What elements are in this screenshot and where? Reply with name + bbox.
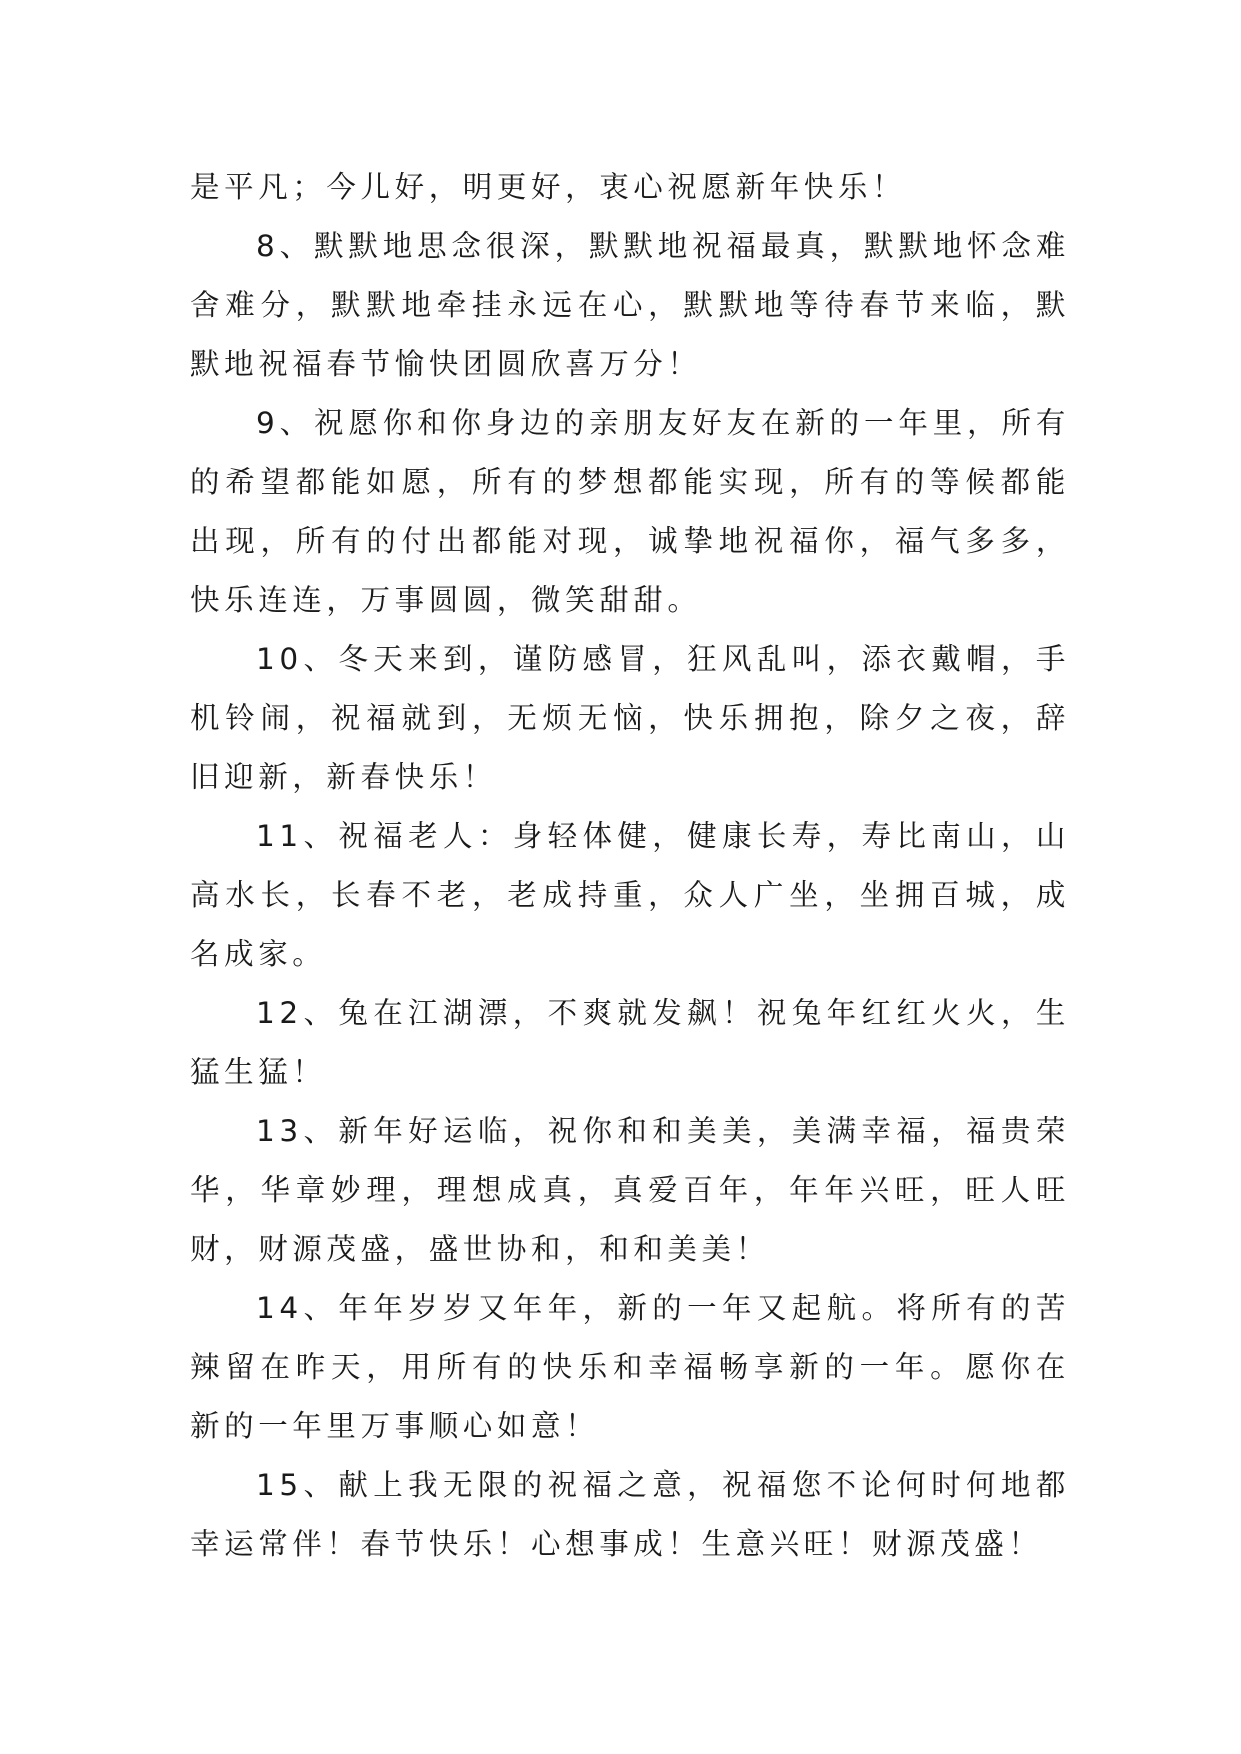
paragraph-10: 10、冬天来到，谨防感冒，狂风乱叫，添衣戴帽，手机铃闹，祝福就到，无烦无恼，快乐拥抱，除夕之夜，辞旧迎新，新春快乐！ <box>190 642 1070 794</box>
paragraph-15: 15、献上我无限的祝福之意，祝福您不论何时何地都幸运常伴！春节快乐！心想事成！生意兴旺！财源茂盛！ <box>190 1468 1070 1561</box>
paragraph-8: 8、默默地思念很深，默默地祝福最真，默默地怀念难舍难分，默默地牵挂永远在心，默默地等待春节来临，默默地祝福春节愉快团圆欣喜万分！ <box>190 229 1070 381</box>
paragraph-14: 14、年年岁岁又年年，新的一年又起航。将所有的苦辣留在昨天，用所有的快乐和幸福畅享新的一年。愿你在新的一年里万事顺心如意！ <box>190 1291 1070 1443</box>
paragraph-9: 9、祝愿你和你身边的亲朋友好友在新的一年里，所有的希望都能如愿，所有的梦想都能实现，所有的等候都能出现，所有的付出都能对现，诚挚地祝福你，福气多多，快乐连连，万事圆圆，微笑甜甜。 <box>190 406 1070 617</box>
paragraph-continuation: 是平凡；今儿好，明更好，衷心祝愿新年快乐！ <box>190 170 907 204</box>
paragraph-12: 12、兔在江湖漂，不爽就发飙！祝兔年红红火火，生猛生猛！ <box>190 996 1070 1089</box>
paragraph-11: 11、祝福老人：身轻体健，健康长寿，寿比南山，山高水长，长春不老，老成持重，众人广坐，坐拥百城，成名成家。 <box>190 819 1070 971</box>
paragraph-13: 13、新年好运临，祝你和和美美，美满幸福，福贵荣华，华章妙理，理想成真，真爱百年，年年兴旺，旺人旺财，财源茂盛，盛世协和，和和美美！ <box>190 1114 1070 1266</box>
document-body <box>190 158 1070 1574</box>
